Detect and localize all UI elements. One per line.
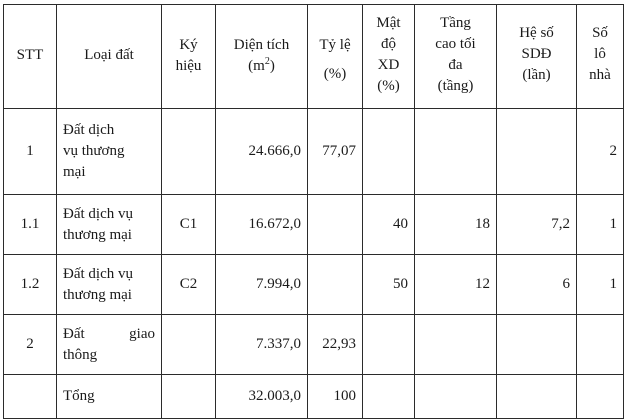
header-ty-le-line: (%)	[323, 66, 347, 82]
table-row	[4, 195, 624, 255]
header-so-lo-line: Số	[592, 25, 608, 41]
cell-loai-dat: Tổng	[57, 375, 162, 419]
header-tang-cao-line: (tầng)	[437, 78, 474, 94]
cell-dien-tich: 7.337,0	[216, 315, 308, 375]
header-mat-do	[363, 5, 415, 109]
header-so-lo-line: lô	[594, 46, 606, 62]
header-ky-hieu	[162, 5, 216, 109]
cell-loai-dat	[57, 255, 162, 315]
cell-loai-dat-line: thương mại	[63, 286, 132, 303]
header-mat-do-line: độ	[381, 36, 396, 52]
cell-so-lo: 2	[577, 109, 624, 195]
cell-dien-tich: 7.994,0	[216, 255, 308, 315]
cell-stt: 2	[4, 315, 57, 375]
cell-so-lo	[577, 315, 624, 375]
cell-dien-tich: 16.672,0	[216, 195, 308, 255]
cell-loai-dat	[57, 315, 162, 375]
cell-stt: 1.2	[4, 255, 57, 315]
cell-he-so	[497, 315, 577, 375]
cell-loai-dat-line: vụ thương	[63, 143, 125, 159]
header-he-so-line: Hệ số	[519, 25, 554, 41]
cell-mat-do	[363, 315, 415, 375]
cell-tang-cao: 18	[415, 195, 497, 255]
cell-ty-le	[308, 255, 363, 315]
table-row	[4, 109, 624, 195]
header-he-so	[497, 5, 577, 109]
table-row	[4, 315, 624, 375]
cell-so-lo: 1	[577, 255, 624, 315]
cell-he-so	[497, 375, 577, 419]
table-row	[4, 255, 624, 315]
header-tang-cao	[415, 5, 497, 109]
cell-dien-tich: 24.666,0	[216, 109, 308, 195]
cell-ty-le: 77,07	[308, 109, 363, 195]
header-tang-cao-line: cao tối	[435, 36, 476, 52]
cell-mat-do: 40	[363, 195, 415, 255]
cell-loai-dat-line: thương mại	[63, 226, 132, 243]
cell-tang-cao	[415, 375, 497, 419]
header-dien-tich-line: Diện tích	[233, 37, 290, 53]
header-so-lo	[577, 5, 624, 109]
cell-ky-hieu: C1	[162, 195, 216, 255]
header-loai-dat: Loại đất	[57, 5, 162, 109]
cell-loai-dat-line: Đất dịch	[63, 122, 115, 138]
cell-so-lo	[577, 375, 624, 419]
header-ty-le-line: Tỷ lệ	[319, 37, 351, 53]
cell-loai-dat-line: Đất dịch vụ	[63, 265, 133, 282]
total-row	[4, 375, 624, 419]
cell-tang-cao	[415, 315, 497, 375]
cell-mat-do: 50	[363, 255, 415, 315]
header-stt: STT	[4, 5, 57, 109]
cell-loai-dat	[57, 109, 162, 195]
header-mat-do-line: (%)	[377, 78, 400, 94]
cell-loai-dat	[57, 195, 162, 255]
cell-dien-tich: 32.003,0	[216, 375, 308, 419]
header-he-so-line: SDĐ	[521, 46, 552, 62]
cell-he-so	[497, 109, 577, 195]
cell-ty-le: 100	[308, 375, 363, 419]
header-ky-hieu-line: Ký	[179, 37, 198, 53]
cell-ty-le: 22,93	[308, 315, 363, 375]
cell-so-lo: 1	[577, 195, 624, 255]
cell-stt: 1	[4, 109, 57, 195]
cell-loai-dat-line: thông	[63, 346, 98, 363]
header-dien-tich-unit: $(m^2)$	[248, 56, 275, 74]
header-so-lo-line: nhà	[589, 67, 611, 83]
cell-loai-dat-line: mại	[63, 164, 86, 180]
header-mat-do-line: Mật	[376, 15, 401, 31]
header-he-so-line: (lần)	[522, 67, 551, 83]
cell-ky-hieu	[162, 375, 216, 419]
land-use-table	[3, 4, 624, 419]
cell-mat-do	[363, 109, 415, 195]
header-dien-tich	[216, 5, 308, 109]
cell-he-so: 6	[497, 255, 577, 315]
cell-stt: 1.1	[4, 195, 57, 255]
cell-loai-dat-line: Đất dịch vụ	[63, 205, 133, 222]
header-tang-cao-line: Tầng	[440, 15, 471, 31]
cell-he-so: 7,2	[497, 195, 577, 255]
cell-loai-dat-line: Đất giao	[63, 325, 155, 342]
cell-tang-cao	[415, 109, 497, 195]
header-tang-cao-line: đa	[448, 57, 463, 73]
header-mat-do-line: XD	[377, 57, 400, 73]
header-row	[4, 5, 624, 109]
cell-ky-hieu	[162, 315, 216, 375]
cell-tang-cao: 12	[415, 255, 497, 315]
header-ty-le	[308, 5, 363, 109]
cell-ky-hieu	[162, 109, 216, 195]
header-ky-hieu-line: hiệu	[175, 58, 202, 74]
cell-stt	[4, 375, 57, 419]
cell-ky-hieu: C2	[162, 255, 216, 315]
cell-ty-le	[308, 195, 363, 255]
cell-mat-do	[363, 375, 415, 419]
